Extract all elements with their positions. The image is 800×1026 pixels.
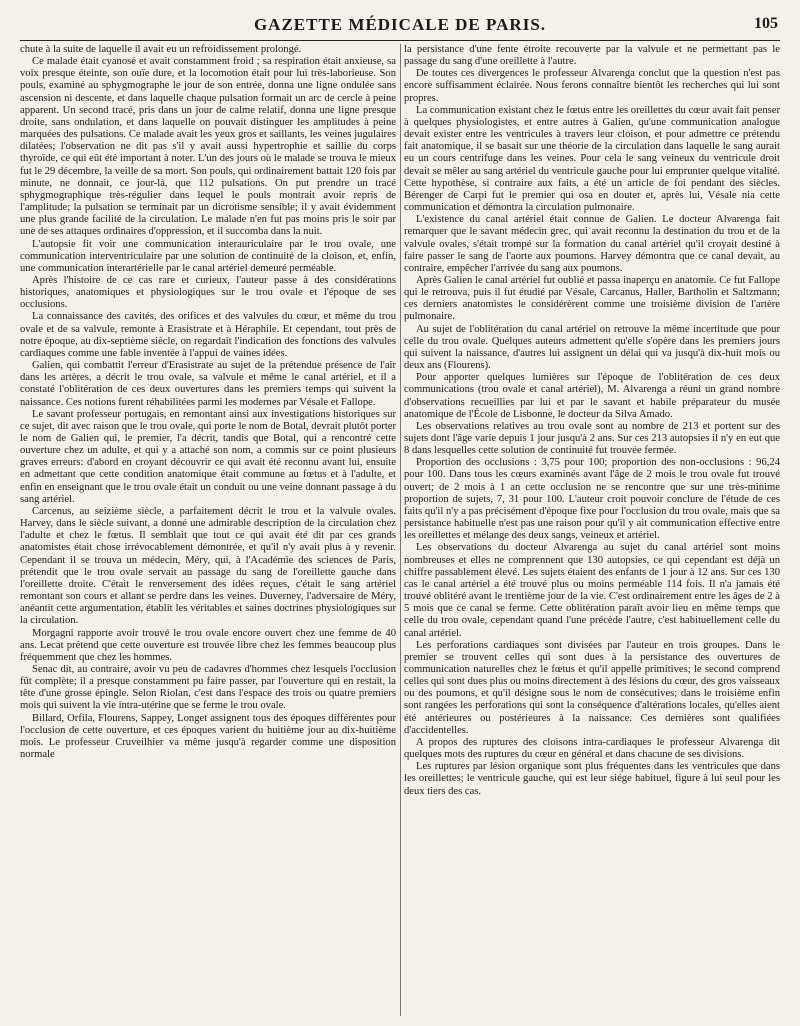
right-column: [404, 44, 780, 1016]
paragraph: chute à la suite de laquelle il avait eu un refroidissement prolongé.: [20, 44, 302, 55]
paragraph: A propos des ruptures des cloisons intra-cardiaques le professeur Alvarenga dit quelques mots des ruptures du cœur en général et dans chacune de ses divisions.: [404, 736, 780, 761]
paragraph: Après Galien le canal artériel fut oublié et passa inaperçu en anatomie. Ce fut Fallope qui le retrouva, puis il fut étudié par Vésale, Carcanus, Haller, Bartholin et Saltzmann; ces derniers anatomistes le considérèrent comme une troisième division de l'artère pulmonaire.: [404, 274, 780, 323]
paragraph: Au sujet de l'oblitération du canal artériel on retrouve la même incertitude que pour celle du trou ovale. Quelques auteurs admettent qu'elle s'opère dans les premiers jours qui suivent la naissance, d'autres lui assignent un délai qui va jusqu'à dix-huit mois ou deux ans (Flourens).: [404, 323, 780, 372]
paragraph: Carcenus, au seizième siècle, a parfaitement décrit le trou et la valvule ovales. Harvey, dans le siècle suivant, a donné une admirable description de la circulation chez l'adulte et chez le fœtus. Il semblait que tout ce qui avait été dit par ces grands anatomistes était chose irrévocablement démontrée, et qu'il n'y avait plus à y revenir. Cependant il se trouva un médecin, Méry, qui, à l'Académie des sciences de Paris, prétendit que le trou ovale servait au passage du sang de l'oreillette gauche dans l'oreillette droite. C'était le renversement des idées reçues, c'était le sang artériel remontant son cours et allant se perdre dans les veines. Duverney, l'adversaire de Méry, anéantit cette argumentation, établit les véritables et saines doctrines physiologiques sur la circulation.: [20, 505, 396, 627]
column-divider: [400, 44, 401, 1016]
paragraph: Senac dit, au contraire, avoir vu peu de cadavres d'hommes chez lesquels l'occlusion fût complète; il a presque constamment pu faire passer, par l'ouverture qui en restait, la tête d'une grosse épingle. Selon Riolan, c'est dans l'espace des trois ou quatre premiers mois qui suivent la vie intra-utérine que se ferme le trou ovale.: [20, 663, 396, 712]
paragraph: Les perforations cardiaques sont divisées par l'auteur en trois groupes. Dans le premier se trouvent celles qui sont dues à la persistance des ouvertures de communication naturelles chez le fœtus et qu'il appelle primitives; le second comprend celles qui sont dues plus ou moins directement à des lésions du cœur, des gros vaisseaux ou des poumons, et qu'il désigne sous le nom de consécutives; dans le troisième enfin sont rangées les perforations qui sont la conséquence d'altérations locales, qu'elles aient été antérieures ou postérieures à la naissance. Ces dernières sont qualifiées d'accidentelles.: [404, 639, 780, 736]
paragraph: Les ruptures par lésion organique sont plus fréquentes dans les ventricules que dans les oreillettes; le ventricule gauche, qui est leur siége habituel, figure à lui seul pour les deux tiers des cas.: [404, 761, 780, 797]
paragraph: Le savant professeur portugais, en remontant ainsi aux investigations historiques sur ce sujet, dit avec raison que le trou ovale, qui porte le nom de Botal, devrait plutôt porter le nom de Galien qui, le premier, l'a décrit, tandis que Botal, qui a rencontré cette ouverture chez un adulte, et qui y a attaché son nom, a commis sur ce point plusieurs graves erreurs: d'abord en croyant découvrir ce qui avait été reconnu avant lui, ensuite en admettant que cette condition anatomique était commune au fœtus et à l'adulte, et enfin en enseignant que le trou ovale était un conduit ou une veine donnant passage à du sang artériel.: [20, 408, 396, 505]
journal-title: GAZETTE MÉDICALE DE PARIS.: [253, 15, 547, 34]
paragraph: Billard, Orfila, Flourens, Sappey, Longet assignent tous des époques différentes pour l'occlusion de cette ouverture, et ces époques varient du huitième jour au dix-huitième mois. Le professeur Cruveilhier va même jusqu'à regarder comme une disposition normale: [20, 712, 396, 761]
paragraph: Galien, qui combattit l'erreur d'Erasistrate au sujet de la prétendue présence de l'air dans les artères, a décrit le trou ovale, sa valvule et même le canal artériel, et il a constaté l'oblitération de ces deux ouvertures dans les premiers temps qui suivent la naissance. Ces notions furent réhabilitées parmi les modernes par Vésale et Fallope.: [20, 360, 396, 408]
paragraph: Ce malade était cyanosé et avait constamment froid ; sa respiration était anxieuse, sa voix presque éteinte, son ouïe dure, et la locomotion était pour lui très-laborieuse. Son pouls, examiné au sphygmographe le jour de son entrée, donna une ligne ondulée sans ascension ni descente, et dans laquelle chaque pulsation formait un arc de cercle à peine apparent. Un second tracé, pris dans un jour de calme relatif, donna une ligne presque droite, sans ondulation, et dans laquelle on pouvait distinguer les amplitudes à peine marquées des pulsations. Ce malade avait les yeux gros et saillants, les veines jugulaires dilatées; l'observation ne dit pas s'il y avait aussi hypertrophie et saillie du corps thyroïde, ce qui eût été important à noter. L'un des jours où le malade se trouva le mieux fut le 29 décembre, la veille de sa mort. Son pouls, qui ordinairement battait 120 fois par minute, ne donnait, ce jour-là, que 112 pulsations. On put prendre un tracé sphygmographique très-régulier dans lequel le pouls montrait avoir repris de l'amplitude; la pulsation se terminait par un dicrotisme sensible; il y avait évidemment une plus grande facilité de la circulation. Le malade n'en fut pas moins pris le soir par une de ses attaques ordinaires d'oppression, et il succomba dans la nuit.: [20, 56, 396, 238]
paragraph: La connaissance des cavités, des orifices et des valvules du cœur, et même du trou ovale et de sa valvule, remonte à Erasistrate et à Héraphile. Et cependant, tout près de notre époque, au dix-septième siècle, on regardait l'indication des fonctions des valvules cardiaques comme une fable inventée à l'appui de vaines idées.: [20, 311, 396, 359]
paragraph: De toutes ces divergences le professeur Alvarenga conclut que la question n'est pas encore suffisamment éclairée. Nous ferons connaître bientôt les recherches qui lui sont propres.: [404, 68, 780, 104]
paragraph: la persistance d'une fente étroite recouverte par la valvule et ne permettant pas le passage du sang d'une oreillette à l'autre.: [404, 44, 780, 68]
paragraph: L'existence du canal artériel était connue de Galien. Le docteur Alvarenga fait remarquer que le savant médecin grec, qui avait reconnu la destination du trou et de la valvule ovales, s'était trompé sur la formation du canal artériel qu'il croyait destiné à faire passer le sang de l'aorte aux poumons. Harvey démontra que ce canal devait, au contraire, empêcher l'arrivée du sang aux poumons.: [404, 214, 780, 274]
left-column: [20, 44, 396, 1016]
page-number: 105: [754, 15, 778, 32]
paragraph: Pour apporter quelques lumières sur l'époque de l'oblitération de ces deux communications (trou ovale et canal artériel), M. Alvarenga a réuni un grand nombre d'observations recueillies par lui et par le savant et habile préparateur du musée anatomique de l'École de Lisbonne, le docteur da Silva Amado.: [404, 372, 780, 420]
paragraph: Les observations relatives au trou ovale sont au nombre de 213 et portent sur des sujets dont l'âge varie depuis 1 jour jusqu'à 2 ans. Sur ces 213 autopsies il n'y en eut que 8 dans lesquelles cette solution de continuité fut trouvée fermée.: [404, 420, 780, 457]
paragraph: Les observations du docteur Alvarenga au sujet du canal artériel sont moins nombreuses et elles ne comprennent que 130 autopsies, ce qui cependant est déjà un chiffre passablement élevé. Les sujets étaient des enfants de 1 jour à 12 ans. Sur ces 130 cas le canal artériel a été trouvé plus ou moins perméable 114 fois. Il n'a jamais été trouvé oblitéré avant le trentième jour de la vie. C'est ordinairement entre les âges de 2 à 5 mois que ce canal se ferme. Cette oblitération paraît avoir lieu en même temps que celle du trou ovale, cependant quand l'une précède l'autre, c'est habituellement celle du canal artériel.: [404, 542, 780, 639]
paragraph: L'autopsie fit voir une communication interauriculaire par le trou ovale, une communication interventriculaire par une solution de continuité de la cloison, et, enfin, une communication interartérielle par le canal artériel demeuré perméable.: [20, 238, 396, 274]
paragraph: Morgagni rapporte avoir trouvé le trou ovale encore ouvert chez une femme de 40 ans. Lecat prétend que cette ouverture est trouvée libre chez les femmes beaucoup plus fréquemment que chez les hommes.: [20, 627, 396, 663]
paragraph: Après l'histoire de ce cas rare et curieux, l'auteur passe à des considérations historiques, anatomiques et physiologiques sur le trou ovale et l'époque de ses occlusions.: [20, 274, 396, 311]
page-header: [20, 12, 780, 41]
paragraph: Proportion des occlusions : 3,75 pour 100; proportion des non-occlusions : 96,24 pour 100. Dans tous les cœurs examinés avant l'âge de 2 mois le trou ovale fut trouvé ouvert; de 2 mois à 1 an cette occlusion ne se rencontre que sur une très-minime proportion de sujets, 7, 31 pour 100. L'auteur croit pouvoir conclure de l'étude de ces faits qu'il n'y a pas précisément d'époque fixe pour l'occlusion du trou ovale, mais que sa persistance habituelle n'est pas une raison pour qu'il y ait communication effective entre les oreillettes et mélange des deux sangs, veineux et artériel.: [404, 457, 780, 542]
paragraph: La communication existant chez le fœtus entre les oreillettes du cœur avait fait penser à quelques physiologistes, et entre autres à Galien, qu'une communication analogue devait exister entre les ventricules à travers leur cloison, et pour admettre ce prétendu fait anatomique, il se basait sur une théorie de la circulation dans laquelle le sang aurait eu un cours centrifuge dans les veines. Pour cela le sang veineux du ventricule droit devait se mêler au sang artériel du ventricule gauche pour lui emprunter quelque vitalité. Cette hypothèse, si contraire aux faits, a été un article de foi pendant des siècles. Bérenger de Carpi fut le premier qui osa en douter et, après lui, Vésale nia cette communication et démontra la circulation pulmonaire.: [404, 104, 780, 214]
